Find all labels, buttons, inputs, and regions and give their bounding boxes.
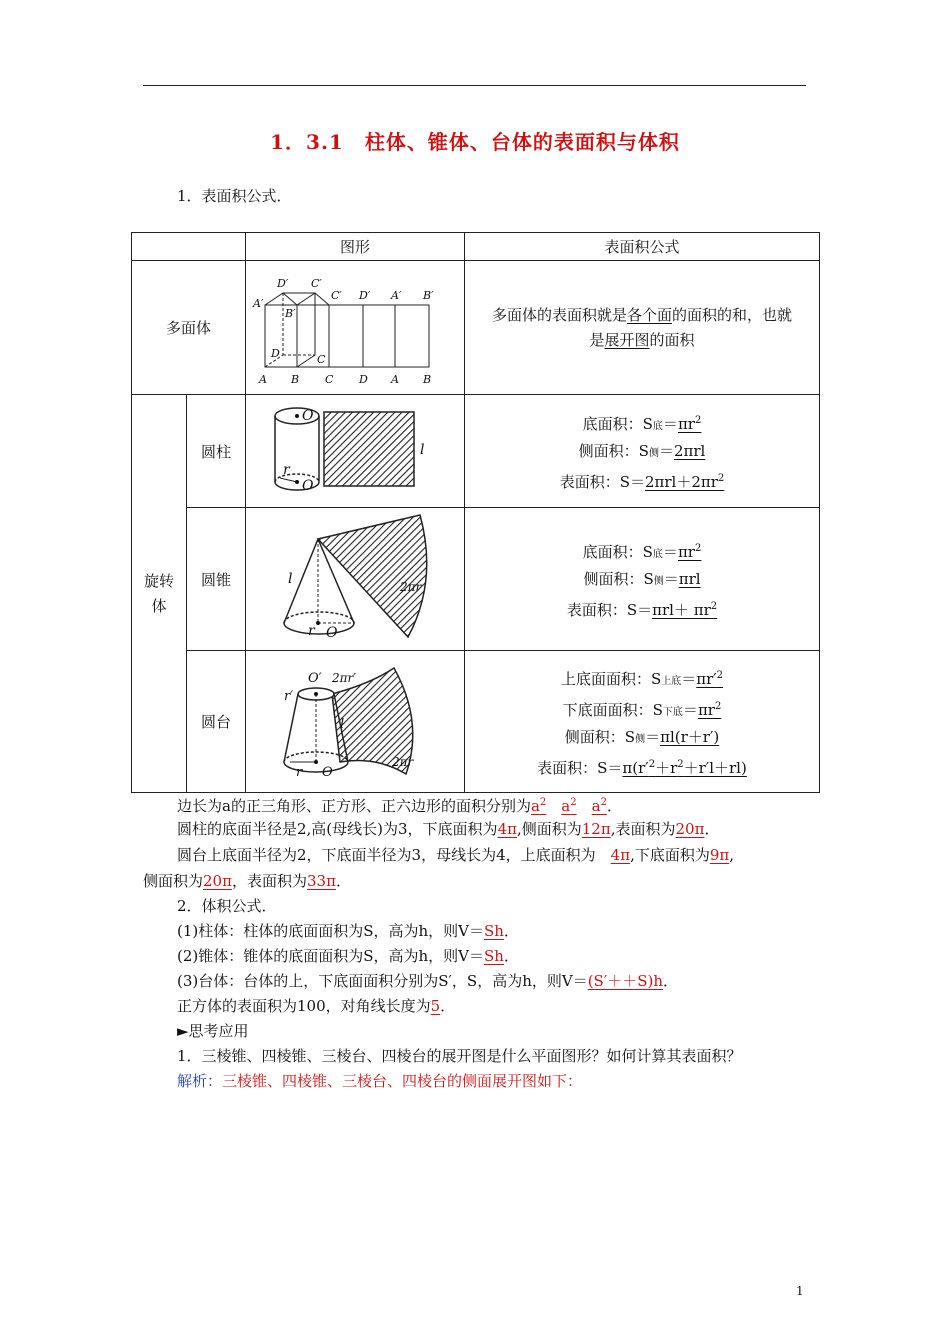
fig-label: A′ <box>391 288 402 302</box>
table-header-row <box>132 233 820 261</box>
body-text: ,表面积为 <box>610 820 676 838</box>
header-figure: 图形 <box>246 233 465 261</box>
answer-superscript: 2 <box>539 797 547 808</box>
body-text: 圆柱的底面半径是2,高(母线长)为3，下底面积为 <box>177 820 498 838</box>
cone-base-area <box>465 536 819 567</box>
formula-answer: πr <box>677 542 695 561</box>
formula-text: 的面积的和，也就 <box>672 305 793 324</box>
formula-subscript: 上底 <box>661 675 682 687</box>
header-rule <box>143 85 806 86</box>
formula-subscript: 底 <box>652 420 663 432</box>
frustum-side-area <box>465 725 819 752</box>
body-text: (1)柱体：柱体的底面面积为S，高为h，则V＝ <box>177 922 485 940</box>
fig-label: O <box>326 625 338 641</box>
body-text: (2)锥体：锥体的底面面积为S，高为h，则V＝ <box>177 947 485 965</box>
body-text: ． <box>663 972 679 990</box>
formula-text: 侧面积：S <box>583 569 654 588</box>
formula-key-term: 展开图 <box>604 330 650 349</box>
table-row-frustum <box>132 651 820 793</box>
formula-superscript: 2 <box>648 758 656 770</box>
formula-subscript: 侧 <box>635 733 646 745</box>
formula-text: ＝ <box>681 669 697 688</box>
answer: (S′＋＋S)h <box>587 972 664 990</box>
formula-text: 多面体的表面积就是 <box>491 305 627 324</box>
fig-label: r <box>283 462 290 478</box>
answer: 12π <box>581 820 611 838</box>
body-text: ． <box>335 872 351 890</box>
frustum-example-line-2 <box>143 871 351 891</box>
formula-subscript: 侧 <box>648 447 659 459</box>
cylinder-base-area <box>465 408 819 439</box>
formula-subscript: 侧 <box>653 575 664 587</box>
label-text: 旋转 <box>143 571 174 590</box>
cylinder-figure-cell <box>246 395 465 508</box>
solid-of-revolution-label <box>132 395 187 793</box>
answer-superscript: 2 <box>600 797 607 808</box>
formula-superscript: 2 <box>716 669 724 681</box>
fig-label: r <box>296 764 303 780</box>
analysis-label: 解析： <box>177 1072 223 1090</box>
frustum-top-area <box>465 663 819 694</box>
fig-label: O′ <box>308 670 322 686</box>
polyhedron-label: 多面体 <box>132 261 246 395</box>
formula-answer: πrl <box>678 569 701 588</box>
prism-net-figure <box>255 265 455 391</box>
answer: a <box>561 797 571 815</box>
cone-total-area <box>465 594 819 623</box>
fig-label: r <box>308 623 315 639</box>
fig-label: A′ <box>253 296 264 310</box>
body-text: ． <box>503 922 519 940</box>
formula-answer: πr <box>677 414 695 433</box>
body-text: ． <box>704 820 720 838</box>
pyramid-volume-line <box>177 946 519 966</box>
table-row-cylinder <box>132 395 820 508</box>
formula-answer: 2πrl＋2πr <box>644 472 718 491</box>
question-1: 1．三棱锥、四棱锥、三棱台、四棱台的展开图是什么平面图形？如何计算其表面积？ <box>177 1047 742 1065</box>
formula-text: 表面积：S＝ <box>537 758 623 777</box>
formula-text: 是 <box>589 330 605 349</box>
page-number: 1 <box>796 1284 804 1298</box>
body-text: 圆台上底面半径为2，下底面半径为3，母线长为4，上底面积为 <box>177 846 596 864</box>
formula-subscript: 下底 <box>662 706 683 718</box>
body-text: ． <box>606 797 622 815</box>
formula-answer: πrl＋ πr <box>652 600 711 619</box>
formula-subscript: 底 <box>652 548 663 560</box>
formula-text: 上底面面积：S <box>560 669 662 688</box>
formula-text: ＝ <box>663 569 679 588</box>
formula-text: ＝ <box>662 542 678 561</box>
polyhedron-figure-cell <box>246 261 465 395</box>
formula-text: 下底面面积：S <box>562 700 663 719</box>
frustum-figure-cell <box>246 651 465 793</box>
section-volume: 2．体积公式． <box>177 897 277 915</box>
formula-text: ＝ <box>662 414 678 433</box>
fig-label: B′ <box>423 288 434 302</box>
answer: Sh <box>484 947 504 965</box>
formula-answer: πl(r＋r′) <box>660 727 720 746</box>
formula-superscript: 2 <box>677 758 684 770</box>
formula-superscript: 2 <box>694 542 702 554</box>
frustum-formula <box>465 651 820 793</box>
body-text: ,下底面积为 <box>630 846 710 864</box>
formula-text: ＝ <box>682 700 698 719</box>
formula-answer: πr′ <box>696 669 717 688</box>
cylinder-formula <box>465 395 820 508</box>
formula-superscript: 2 <box>694 414 702 426</box>
cylinder-side-area <box>465 439 819 466</box>
fig-label: C′ <box>331 288 342 302</box>
answer: 20π <box>203 872 232 890</box>
cube-example-line <box>177 996 455 1016</box>
fig-label: D′ <box>359 288 371 302</box>
table-row-cone <box>132 508 820 651</box>
fig-label: A <box>259 372 267 386</box>
answer: 4π <box>497 820 517 838</box>
formula-answer: π(r′ <box>622 758 649 777</box>
formula-text: 表面积：S＝ <box>559 472 645 491</box>
frustum-total-area <box>465 752 819 781</box>
formula-text: 侧面积：S <box>564 727 636 746</box>
answer: 9π <box>709 846 730 864</box>
formula-text: 侧面积：S <box>578 441 649 460</box>
header-blank-cell <box>132 233 246 261</box>
fig-label: C′ <box>311 276 322 290</box>
formula-key-term: 各个面 <box>626 305 672 324</box>
fig-label: C <box>317 352 326 366</box>
frustum-example-line <box>177 845 734 865</box>
body-text: ． <box>440 997 456 1015</box>
cone-label: 圆锥 <box>187 508 246 651</box>
formula-answer: πr <box>697 700 715 719</box>
formula-text: 底面积：S <box>582 414 653 433</box>
prism-volume-line <box>177 921 519 941</box>
cone-net-figure <box>270 511 440 647</box>
answer: Sh <box>484 922 504 940</box>
fig-label: D <box>359 372 368 386</box>
formula-text: ＝ <box>645 727 661 746</box>
surface-area-table <box>131 232 820 793</box>
fig-label: O <box>302 478 314 494</box>
think-apply-heading: ►思考应用 <box>177 1022 249 1040</box>
fig-label: l <box>340 716 345 732</box>
formula-text: ＝ <box>658 441 674 460</box>
formula-superscript: 2 <box>717 472 725 484</box>
fig-label: A <box>391 372 399 386</box>
formula-answer: ＋r′l＋rl) <box>683 758 747 777</box>
body-text: 正方体的表面积为100，对角线长度为 <box>177 997 431 1015</box>
header-formula: 表面积公式 <box>465 233 820 261</box>
answer-1 <box>177 1071 582 1091</box>
cylinder-net-figure <box>270 402 440 500</box>
label-text: 体 <box>151 596 167 615</box>
polygon-area-line <box>177 793 622 816</box>
cylinder-total-area <box>465 466 819 495</box>
formula-answer: 2πrl <box>673 441 706 460</box>
cylinder-example-line <box>177 819 719 839</box>
answer-superscript: 2 <box>570 797 577 808</box>
cone-side-area <box>465 567 819 594</box>
table-row-polyhedron <box>132 261 820 395</box>
body-text: 边长为a的正三角形、正方形、正六边形的面积分别为 <box>177 797 531 815</box>
polyhedron-formula <box>465 261 820 395</box>
frustum-net-figure <box>270 662 440 782</box>
formula-superscript: 2 <box>714 700 722 712</box>
fig-label: B′ <box>285 306 296 320</box>
fig-label: O <box>322 764 333 780</box>
formula-text: 的面积 <box>649 330 695 349</box>
answer: 33π <box>306 872 336 890</box>
fig-label: 2πr <box>392 754 414 769</box>
body-text: ． <box>503 947 519 965</box>
body-text: (3)台体：台体的上，下底面面积分别为S′，S，高为h，则V＝ <box>177 972 588 990</box>
fig-label: C <box>325 372 334 386</box>
body-text: , <box>729 846 735 864</box>
cone-formula <box>465 508 820 651</box>
analysis-text: 三棱锥、四棱锥、三棱台、四棱台的侧面展开图如下： <box>222 1072 583 1090</box>
body-text: 侧面积为 <box>143 872 204 890</box>
cone-figure-cell <box>246 508 465 651</box>
fig-label: 2πr <box>400 580 422 594</box>
fig-label: B <box>291 372 300 386</box>
fig-label: l <box>288 571 293 587</box>
cylinder-label: 圆柱 <box>187 395 246 508</box>
formula-text: 底面积：S <box>582 542 653 561</box>
page-title: 1．3.1 柱体、锥体、台体的表面积与体积 <box>270 130 680 154</box>
body-text: ，表面积为 <box>231 872 307 890</box>
fig-label: D <box>271 346 280 360</box>
fig-label: O <box>302 408 314 424</box>
formula-text: 表面积：S＝ <box>566 600 653 619</box>
section-surface-area: 1．表面积公式． <box>177 187 292 205</box>
answer: 20π <box>675 820 705 838</box>
formula-superscript: 2 <box>710 600 718 612</box>
frustum-label: 圆台 <box>187 651 246 793</box>
frustum-volume-line <box>177 971 678 991</box>
answer: a <box>530 797 540 815</box>
answer: a <box>591 797 601 815</box>
answer: 5 <box>430 997 441 1015</box>
fig-label: B <box>423 372 432 386</box>
answer: 4π <box>610 846 631 864</box>
fig-label: D′ <box>277 276 289 290</box>
fig-label: r′ <box>284 688 294 704</box>
fig-label: l <box>420 442 425 458</box>
fig-label: 2πr′ <box>332 670 356 685</box>
formula-answer: ＋r <box>655 758 678 777</box>
body-text: ,侧面积为 <box>516 820 582 838</box>
frustum-bottom-area <box>465 694 819 725</box>
